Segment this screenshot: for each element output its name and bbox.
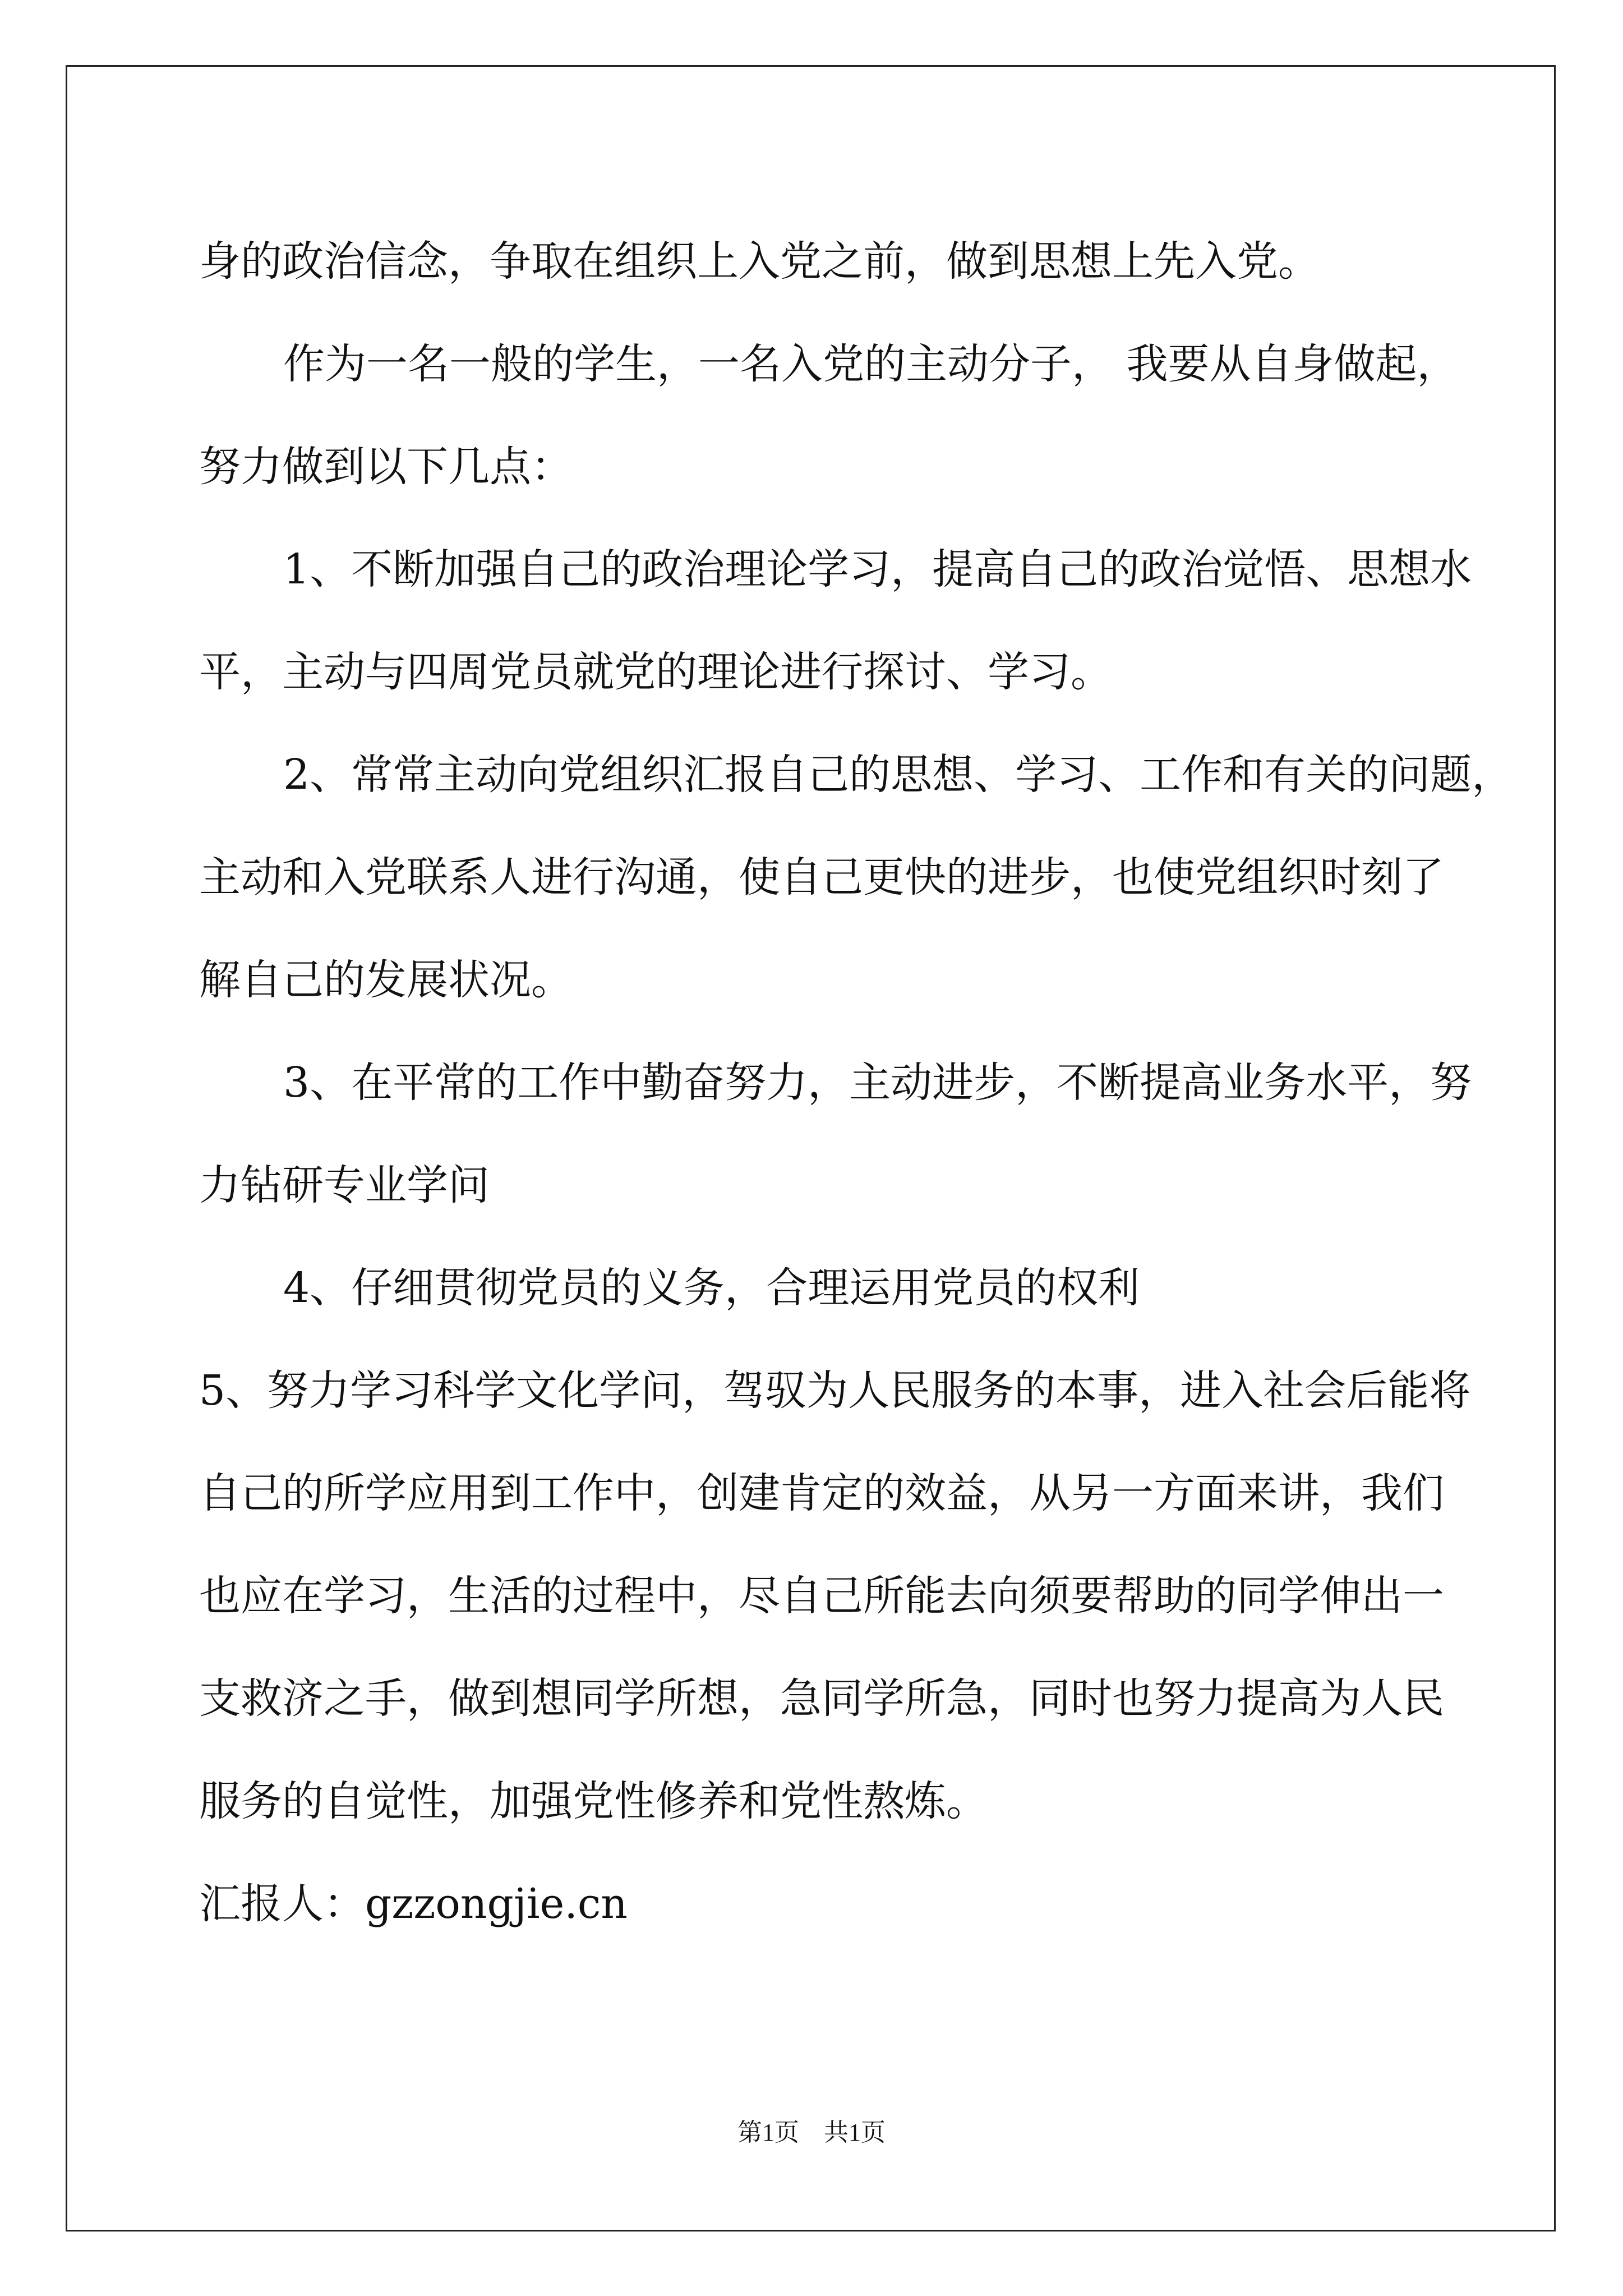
text-line: 5、努力学习科学文化学问，驾驭为人民服务的本事，进入社会后能将: [199, 1366, 1471, 1415]
text-line: 支救济之手，做到想同学所想，急同学所急，同时也努力提高为人民: [199, 1674, 1444, 1723]
text-line: 自己的所学应用到工作中，创建肯定的效益，从另一方面来讲，我们: [199, 1469, 1444, 1517]
text-line: 主动和入党联系人进行沟通，使自己更快的进步，也使党组织时刻了: [199, 853, 1444, 901]
text-line: 作为一名一般的学生，一名入党的主动分子， 我要从自身做起，: [283, 340, 1459, 388]
document-body: [199, 210, 1514, 1955]
text-line: 力钻研专业学问: [199, 1161, 490, 1209]
text-line: 平，主动与四周党员就党的理论进行探讨、学习。: [199, 648, 1112, 696]
text-line: 解自己的发展状况。: [199, 956, 573, 1004]
text-line: 4、仔细贯彻党员的义务，合理运用党员的权利: [283, 1264, 1140, 1312]
text-line: 3、在平常的工作中勤奋努力，主动进步，不断提高业务水平，努: [283, 1059, 1472, 1107]
text-line: 也应在学习，生活的过程中，尽自己所能去向须要帮助的同学伸出一: [199, 1572, 1444, 1620]
page-number: 第1页 共1页: [737, 2119, 886, 2146]
text-line: 2、常常主动向党组织汇报自己的思想、学习、工作和有关的问题，: [283, 751, 1514, 799]
reporter-line: 汇报人：gzzongjie.cn: [199, 1880, 628, 1928]
text-line: 服务的自觉性，加强党性修养和党性熬炼。: [199, 1777, 988, 1825]
text-line: 1、不断加强自己的政治理论学习，提高自己的政治觉悟、思想水: [283, 545, 1472, 593]
text-line: 努力做到以下几点：: [199, 443, 573, 491]
text-line: 身的政治信念，争取在组织上入党之前，做到思想上先入党。: [199, 237, 1320, 286]
